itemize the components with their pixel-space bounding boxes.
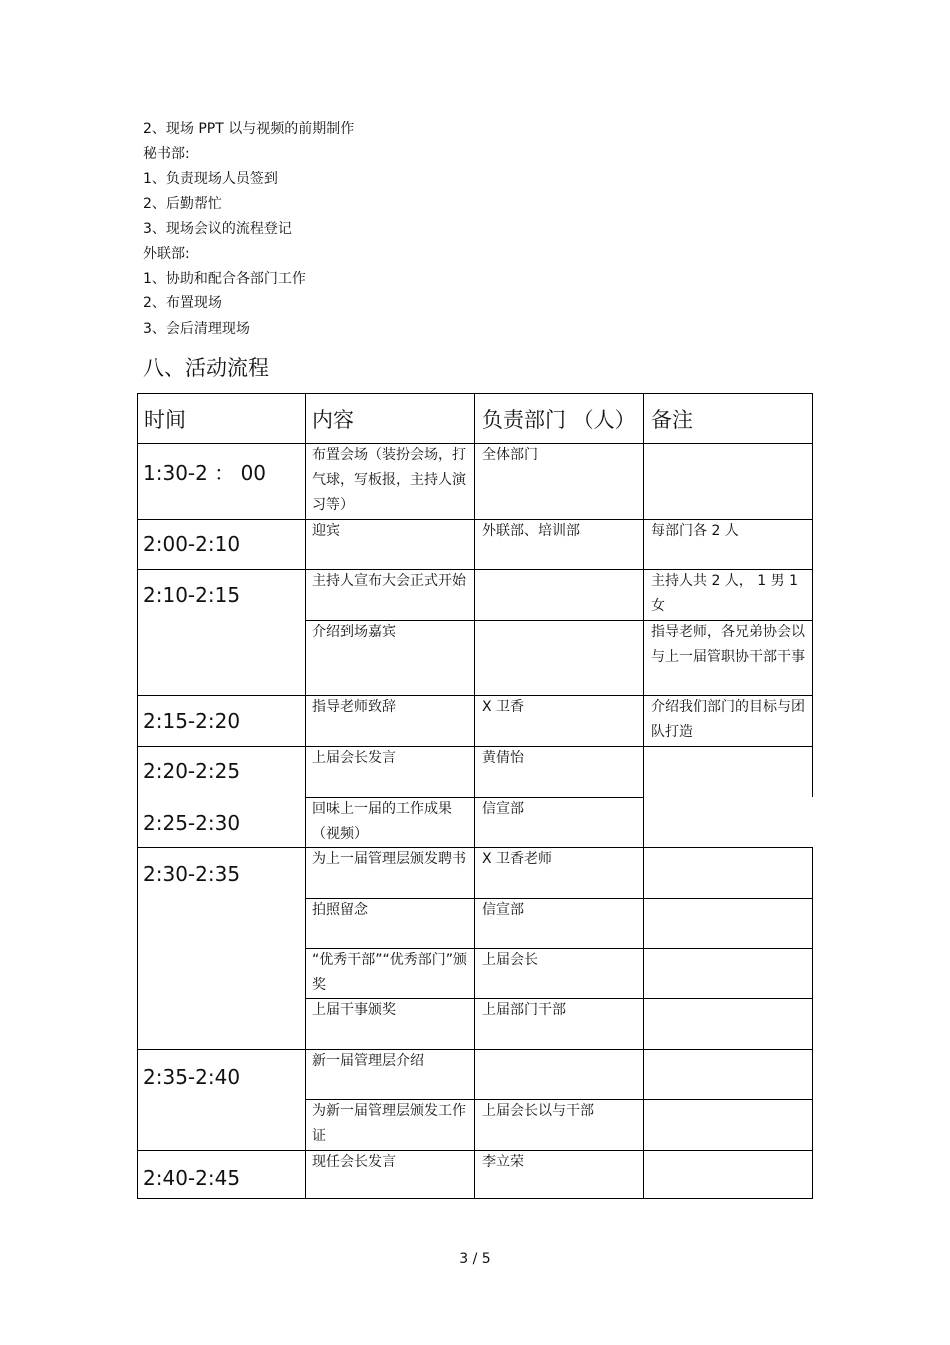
- note-cell: [644, 443, 813, 519]
- content-cell: 为新一届管理层颁发工作证: [312, 1103, 466, 1144]
- time-cell: 1:30-2 ： 00: [143, 461, 267, 485]
- time-cell: 2:35-2:40: [143, 1065, 241, 1089]
- content-cell: 上届干事颁奖: [312, 1002, 396, 1018]
- page-number: 3 / 5: [459, 1251, 491, 1267]
- dept-cell: 全体部门: [482, 447, 538, 463]
- dept-cell: 信宣部: [482, 902, 524, 918]
- content-cell: 上届会长发言: [312, 750, 396, 766]
- content-cell: 现任会长发言: [312, 1154, 396, 1170]
- dept-cell: 外联部、培训部: [482, 523, 580, 539]
- content-cell: 回味上一届的工作成果（视频）: [312, 801, 452, 842]
- content-cell: “优秀干部”“优秀部门”颁奖: [312, 952, 468, 993]
- table-rule: [812, 847, 813, 1199]
- content-cell: 指导老师致辞: [312, 699, 396, 715]
- note-cell: [644, 998, 813, 1049]
- table-rule: [137, 1198, 813, 1199]
- table-rule: [137, 393, 138, 1199]
- table-rule: [305, 998, 813, 999]
- content-cell: 布置会场（装扮会场，打气球，写板报，主持人演习等）: [312, 447, 466, 513]
- note-cell: [644, 746, 813, 797]
- table-rule: [137, 443, 813, 444]
- content-cell: 为上一届管理层颁发聘书: [312, 851, 466, 867]
- dept-cell: [475, 569, 644, 620]
- time-cell: 2:30-2:35: [143, 862, 241, 886]
- time-cell: 2:10-2:15: [143, 583, 241, 607]
- dept-cell: [475, 620, 644, 695]
- header-note: 备注: [651, 408, 693, 432]
- time-cell: 2:00-2:10: [143, 532, 241, 556]
- table-rule: [137, 695, 813, 696]
- table-rule: [137, 1150, 813, 1151]
- header-time: 时间: [144, 408, 186, 432]
- table-rule: [137, 569, 813, 570]
- table-rule: [137, 393, 813, 394]
- dept-cell: 上届部门干部: [482, 1002, 566, 1018]
- list-line: 3、会后清理现场: [143, 321, 250, 337]
- dept-cell: [475, 1049, 644, 1099]
- note-cell: [644, 898, 813, 948]
- table-rule: [305, 393, 306, 1199]
- schedule-table: [137, 393, 813, 1199]
- table-rule: [137, 1049, 813, 1050]
- time-cell: 2:40-2:45: [143, 1166, 241, 1190]
- dept-cell: 李立荣: [482, 1154, 524, 1170]
- list-line: 秘书部:: [143, 146, 190, 162]
- table-rule: [137, 519, 813, 520]
- list-line: 1、协助和配合各部门工作: [143, 271, 306, 287]
- list-line: 2、现场 PPT 以与视频的前期制作: [143, 121, 355, 137]
- table-rule: [305, 620, 813, 621]
- content-cell: 主持人宣布大会正式开始: [312, 573, 466, 589]
- time-cell: 2:20-2:25: [143, 759, 241, 783]
- time-cell: 2:25-2:30: [143, 811, 241, 835]
- section-title: 八、活动流程: [143, 356, 269, 380]
- table-rule: [643, 393, 644, 1199]
- content-cell: 迎宾: [312, 523, 340, 539]
- dept-cell: 上届会长: [482, 952, 538, 968]
- table-rule: [474, 393, 475, 1199]
- table-rule: [305, 1099, 813, 1100]
- note-cell: 指导老师，各兄弟协会以与上一届管职协干部干事: [651, 624, 805, 665]
- note-cell: [644, 1099, 813, 1150]
- list-line: 2、后勤帮忙: [143, 196, 222, 212]
- list-line: 外联部:: [143, 246, 190, 262]
- table-rule: [812, 393, 813, 797]
- table-rule: [137, 746, 813, 747]
- time-cell: 2:15-2:20: [143, 709, 241, 733]
- note-cell: [644, 1150, 813, 1199]
- content-cell: 拍照留念: [312, 902, 368, 918]
- table-rule: [305, 948, 813, 949]
- note-cell: 介绍我们部门的目标与团队打造: [651, 699, 805, 740]
- table-rule: [305, 898, 813, 899]
- note-cell: [644, 1049, 813, 1099]
- content-cell: 介绍到场嘉宾: [312, 624, 396, 640]
- note-cell: 主持人共 2 人， 1 男 1 女: [651, 573, 798, 614]
- header-dept: 负责部门 （人）: [482, 408, 636, 432]
- list-line: 1、负责现场人员签到: [143, 171, 278, 187]
- list-line: 3、现场会议的流程登记: [143, 221, 292, 237]
- note-cell: [644, 797, 813, 847]
- header-content: 内容: [312, 408, 354, 432]
- table-rule: [137, 847, 813, 848]
- dept-cell: 信宣部: [482, 801, 524, 817]
- note-cell: [644, 847, 813, 898]
- dept-cell: X 卫香: [482, 699, 525, 715]
- content-cell: 新一届管理层介绍: [312, 1053, 424, 1069]
- dept-cell: X 卫香老师: [482, 851, 553, 867]
- dept-cell: 黄倩怡: [482, 750, 524, 766]
- note-cell: [644, 948, 813, 998]
- dept-cell: 上届会长以与干部: [482, 1103, 594, 1119]
- list-line: 2、布置现场: [143, 295, 222, 311]
- note-cell: 每部门各 2 人: [651, 523, 739, 539]
